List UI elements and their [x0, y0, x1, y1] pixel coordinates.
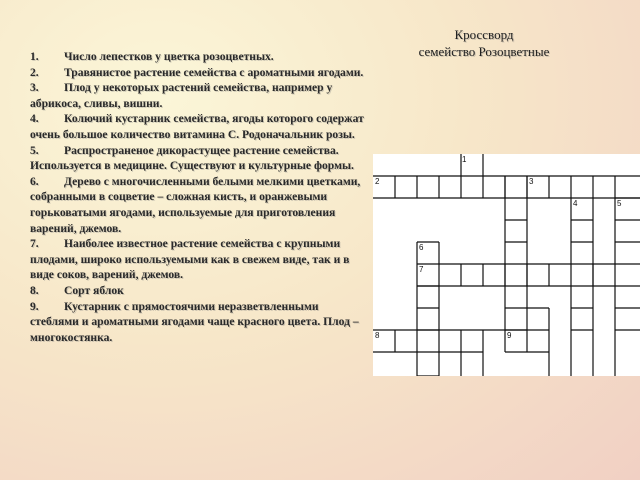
- crossword-grid: [373, 154, 640, 376]
- grid-number: 3: [529, 177, 534, 186]
- clue-item: [30, 111, 370, 142]
- clue-item: [30, 283, 370, 299]
- crossword-title: [392, 26, 576, 60]
- clue-text: Колючий кустарник семейства, ягоды которого содержат очень большое количество витамина С. Родоначальник розы.: [30, 112, 364, 141]
- title-line-1: Кроссворд: [454, 27, 514, 42]
- grid-number: 1: [462, 155, 467, 164]
- clue-number: 4.: [30, 112, 39, 126]
- grid-number: 4: [573, 199, 578, 208]
- clue-text: Дерево с многочисленными белыми мелкими цветками, собранными в соцветие – сложная кисть, и оранжевыми горьковатыми ягодами, используемые для приготовления варений, джемов.: [30, 174, 361, 235]
- clue-text: Наиболее известное растение семейства с крупными плодами, широко используемыми как в свежем виде, так и в виде соков, варений, джемов.: [30, 237, 350, 282]
- clue-number: 6.: [30, 174, 39, 188]
- grid-number: 2: [375, 177, 380, 186]
- clue-item: [30, 236, 370, 283]
- clue-number: 1.: [30, 50, 39, 63]
- clue-item: [30, 65, 370, 81]
- clue-text: Сорт яблок: [64, 283, 124, 297]
- clue-text: Плод у некоторых растений семейства, например у абрикоса, сливы, вишни.: [30, 81, 333, 110]
- clue-number: 3.: [30, 81, 39, 95]
- title-line-2: семейство Розоцветные: [418, 44, 550, 59]
- clue-item: [30, 49, 370, 65]
- grid-number: 9: [507, 331, 512, 340]
- clue-text: Кустарник с прямостоячими неразветвленными стеблями и ароматными ягодами чаще красного цвета. Плод – многокостянка.: [30, 299, 359, 344]
- clue-text: Травянистое растение семейства с ароматными ягодами.: [64, 65, 364, 79]
- grid-number: 5: [617, 199, 622, 208]
- clue-text: Число лепестков у цветка розоцветных.: [64, 50, 274, 63]
- grid-number: 7: [419, 265, 424, 274]
- clue-number: 5.: [30, 143, 39, 157]
- clue-number: 7.: [30, 237, 39, 251]
- clue-item: [30, 174, 370, 236]
- clue-item: [30, 80, 370, 111]
- clue-item: [30, 143, 370, 174]
- crossword-grid-svg: [373, 154, 640, 376]
- clue-number: 9.: [30, 299, 39, 313]
- clue-number: 2.: [30, 65, 39, 79]
- clue-item: [30, 299, 370, 346]
- grid-number: 8: [375, 331, 380, 340]
- grid-number: 6: [419, 243, 424, 252]
- clue-text: Распространеное дикорастущее растение семейства. Используется в медицине. Существуют и культурные формы.: [30, 143, 354, 173]
- clue-list: [30, 49, 370, 345]
- clue-number: 8.: [30, 283, 39, 297]
